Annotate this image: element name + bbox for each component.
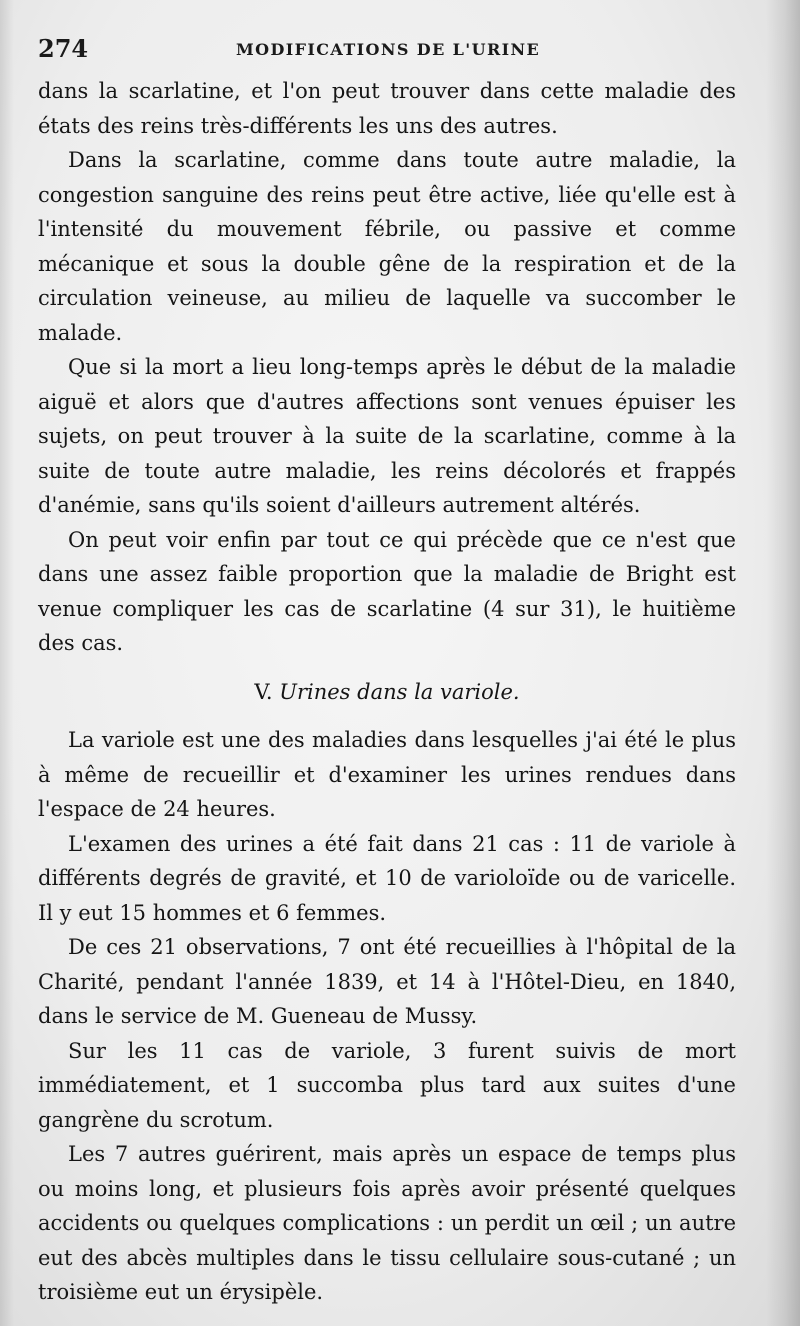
paragraph-variole-intro: La variole est une des maladies dans lesquelles j'ai été le plus à même de recueillir et d'examiner les urines rendues dans l'espace de 24 heures. [38,728,736,821]
paragraph-bright-proportion: On peut voir enfin par tout ce qui précède que ce n'est que dans une assez faible proportion que la maladie de Bright est venue compliquer les cas de scarlatine (4 sur 31), le huitième des cas. [38,527,736,655]
paragraph-continuation: dans la scarlatine, et l'on peut trouver dans cette maladie des états des reins très-différents les uns des autres. [38,79,736,138]
page-shadow-left [0,0,14,1326]
page-number: 274 [38,34,89,63]
running-head: MODIFICATIONS DE L'URINE [236,40,541,59]
section-heading [38,675,736,710]
paragraph-observations: De ces 21 observations, 7 ont été recueillies à l'hôpital de la Charité, pendant l'année 1839, et 14 à l'Hôtel-Dieu, en 1840, dans le service de M. Gueneau de Mussy. [38,935,736,1028]
paragraph-congestion: Dans la scarlatine, comme dans toute autre maladie, la congestion sanguine des reins peut être active, liée qu'elle est à l'intensité du mouvement fébrile, ou passive et comme mécanique et sous la double gêne de la respiration et de la circulation veineuse, au milieu de laquelle va succomber le malade. [38,148,736,345]
paragraph-late-death: Que si la mort a lieu long-temps après le début de la maladie aiguë et alors que d'autres affections sont venues épuiser les sujets, on peut trouver à la suite de la scarlatine, comme à la suite de toute autre maladie, les reins décolorés et frappés d'anémie, sans qu'ils soient d'ailleurs autrement altérés. [38,355,736,517]
page-shadow-right [766,0,800,1326]
page-header [38,34,744,68]
section-title: Urines dans la variole. [279,679,520,704]
paragraph-cases-count: L'examen des urines a été fait dans 21 cas : 11 de variole à différents degrés de gravité, et 10 de varioloïde ou de varicelle. Il y eut 15 hommes et 6 femmes. [38,831,736,925]
body-text [38,74,736,1310]
section-number: V. [254,679,273,704]
paragraph-recoveries: Les 7 autres guérirent, mais après un espace de temps plus ou moins long, et plusieurs fois après avoir présenté quelques accidents ou quelques complications : un perdit un œil ; un autre eut des abcès multiples dans le tissu cellulaire sous-cutané ; un troisième eut un érysipèle. [38,1142,736,1304]
paragraph-deaths: Sur les 11 cas de variole, 3 furent suivis de mort immédiatement, et 1 succomba plus tard aux suites d'une gangrène du scrotum. [38,1038,736,1132]
